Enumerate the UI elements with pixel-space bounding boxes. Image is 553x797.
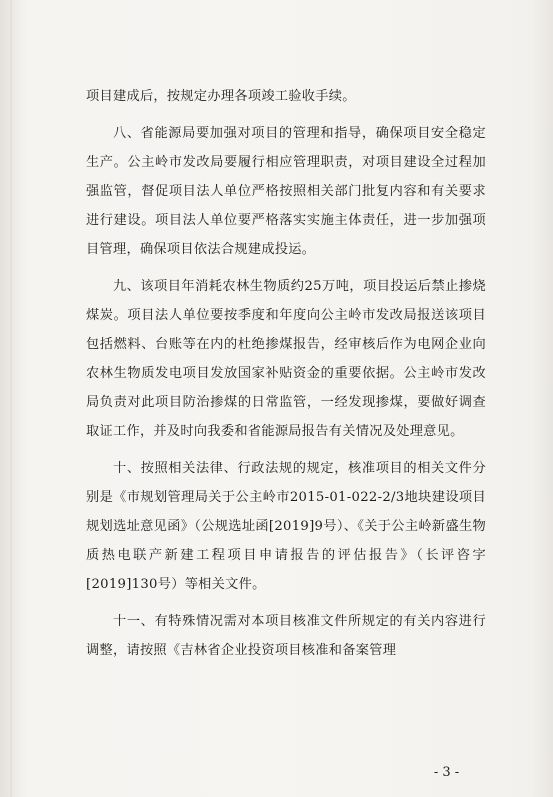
- paragraph-item-11: 十一、有特殊情况需对本项目核准文件所规定的有关内容进行调整，请按照《吉林省企业投资项目核准和备案管理: [86, 614, 486, 658]
- document-body: [86, 82, 486, 673]
- paragraph-item-10: 十、按照相关法律、行政法规的规定，核准项目的相关文件分别是《市规划管理局关于公主岭市2015-01-022-2/3地块建设项目规划选址意见函》（公规选址函[2019]9号）、《关于公主岭新盛生物质热电联产新建工程项目申请报告的评估报告》（长评咨字[2019]130号）等相关文件。: [86, 461, 486, 592]
- page-number: - 3 -: [433, 765, 460, 780]
- paragraph-continuation: 项目建成后，按规定办理各项竣工验收手续。: [86, 89, 356, 104]
- paragraph-item-9: 九、该项目年消耗农林生物质约25万吨，项目投运后禁止掺烧煤炭。项目法人单位要按季度和年度向公主岭市发改局报送该项目包括燃料、台账等在内的杜绝掺煤报告，经审核后作为电网企业向农林生物质发电项目发放国家补贴资金的重要依据。公主岭市发改局负责对此项目防治掺煤的日常监管，一经发现掺煤，要做好调查取证工作，并及时向我委和省能源局报告有关情况及处理意见。: [86, 279, 486, 439]
- page-fold-shadow: [10, 0, 13, 797]
- paragraph-item-8: 八、省能源局要加强对项目的管理和指导，确保项目安全稳定生产。公主岭市发改局要履行相应管理职责，对项目建设全过程加强监管，督促项目法人单位严格按照相关部门批复内容和有关要求进行建设。项目法人单位要严格落实实施主体责任，进一步加强项目管理，确保项目依法合规建成投运。: [86, 126, 486, 257]
